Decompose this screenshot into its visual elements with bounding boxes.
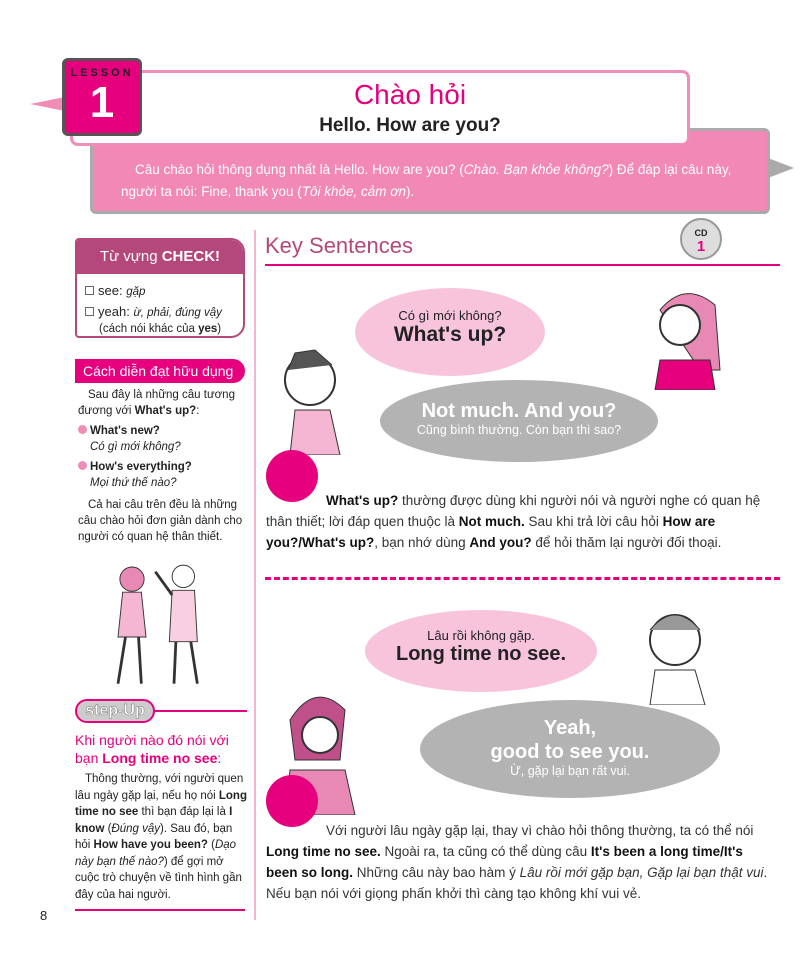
- desc-pointer: [768, 158, 794, 178]
- lesson-label: LESSON: [70, 67, 134, 79]
- tips-title: Cách diễn đạt hữu dụng: [75, 359, 245, 383]
- speech-bubble-question: Có gì mới không? What's up?: [355, 288, 545, 376]
- vocab-title: Từ vựng CHECK!: [77, 240, 243, 274]
- vocab-check-box: [75, 238, 245, 338]
- intro-en: Hello. How are you?: [333, 162, 456, 177]
- column-divider: [254, 230, 256, 920]
- left-column: [75, 359, 247, 911]
- intro-en: Fine, thank you: [201, 184, 294, 199]
- cd-icon[interactable]: CD 1: [680, 218, 722, 260]
- page-number: 8: [40, 908, 48, 923]
- man-illustration: [270, 345, 350, 455]
- intro-text: ).: [405, 184, 415, 199]
- divider: [265, 264, 780, 266]
- intro-vi: Tôi khỏe, cảm ơn: [301, 184, 406, 199]
- vocab-note: (cách nói khác của yes): [99, 323, 222, 335]
- lesson-number: 1: [89, 78, 115, 127]
- tip-item: What's new? Có gì mới không?: [78, 423, 247, 455]
- tips-outro: Cả hai câu trên đều là những câu chào hỏi đơn giản dành cho người có quan hệ thân thiết.: [78, 499, 243, 543]
- lesson-title: Chào hỏi: [353, 79, 467, 110]
- step-up-body: Thông thường, với người quen lâu ngày gặp lại, nếu họ nói Long time no see thì bạn đáp lại là I know (Đúng vậy). Sau đó, bạn hỏi How have you been? (Dạo này bạn thế nào?) để gợi mở cuộc trò chuyện về tình hình gần đây của hai người.: [75, 773, 247, 901]
- tips-body: Sau đây là những câu tương đương với What's up?: What's new? Có gì mới không? How's everything? Mọi thứ thế nào? Cả hai câu trên đều là những câu chào hỏi đơn giản dành cho người có quan hệ thân thiết.: [75, 387, 247, 545]
- friends-waving-illustration: [85, 553, 235, 693]
- step-up-badge: step-Up: [75, 699, 155, 723]
- dialog2-note: Với người lâu ngày gặp lại, thay vì chào hỏi thông thường, ta có thể nói Long time no see. Ngoài ra, ta cũng có thể dùng câu It's been a long time/It's been so long. Những câu này bao hàm ý Lâu rồi mới gặp bạn, Gặp lại bạn thật vui. Nếu bạn nói với giọng phấn khởi thì càng tạo không khí vui vẻ.: [266, 823, 768, 901]
- vocab-item: yeah: ừ, phải, đúng vậy: [85, 303, 243, 321]
- vocab-item: see: gặp: [85, 282, 243, 300]
- intro-text: ) Để đáp lại câu này, người ta nói:: [121, 162, 732, 199]
- lesson-subtitle: Hello. How are you?: [319, 115, 501, 136]
- key-sentences-title: Key Sentences: [265, 233, 413, 258]
- speech-bubble-question: Lâu rồi không gặp. Long time no see.: [365, 610, 597, 692]
- tip-item: How's everything? Mọi thứ thế nào?: [78, 459, 247, 491]
- step-up-heading: Khi người nào đó nói với bạn Long time no see:: [75, 732, 229, 766]
- bullet-icon: [78, 425, 87, 434]
- step-up-row: [75, 699, 247, 723]
- intro-text: (: [455, 162, 464, 177]
- bullet-icon: [78, 461, 87, 470]
- speech-bubble-answer: Yeah, good to see you. Ừ, gặp lại bạn rất vui.: [420, 700, 720, 798]
- checkbox-icon: [85, 307, 94, 316]
- section-divider: [265, 577, 780, 580]
- intro-vi: Chào. Bạn khỏe không?: [463, 162, 609, 177]
- speech-bubble-answer: Not much. And you? Cũng bình thường. Còn bạn thì sao?: [380, 380, 658, 462]
- woman-illustration: [645, 280, 725, 390]
- dialog1-note: What's up? thường được dùng khi người nói và người nghe có quan hệ thân thiết; lời đáp quen thuộc là Not much. Sau khi trả lời câu hỏi How are you?/What's up?, bạn nhớ dùng And you? để hỏi thăm lại người đối thoại.: [266, 493, 761, 550]
- title-box: [70, 70, 690, 146]
- lesson-badge: [62, 58, 142, 136]
- divider: [155, 710, 247, 712]
- checkbox-icon: [85, 286, 94, 295]
- intro-text: (: [293, 184, 302, 199]
- divider: [75, 909, 245, 911]
- man-illustration: [630, 595, 720, 705]
- intro-text: Câu chào hỏi thông dụng nhất là: [135, 162, 334, 177]
